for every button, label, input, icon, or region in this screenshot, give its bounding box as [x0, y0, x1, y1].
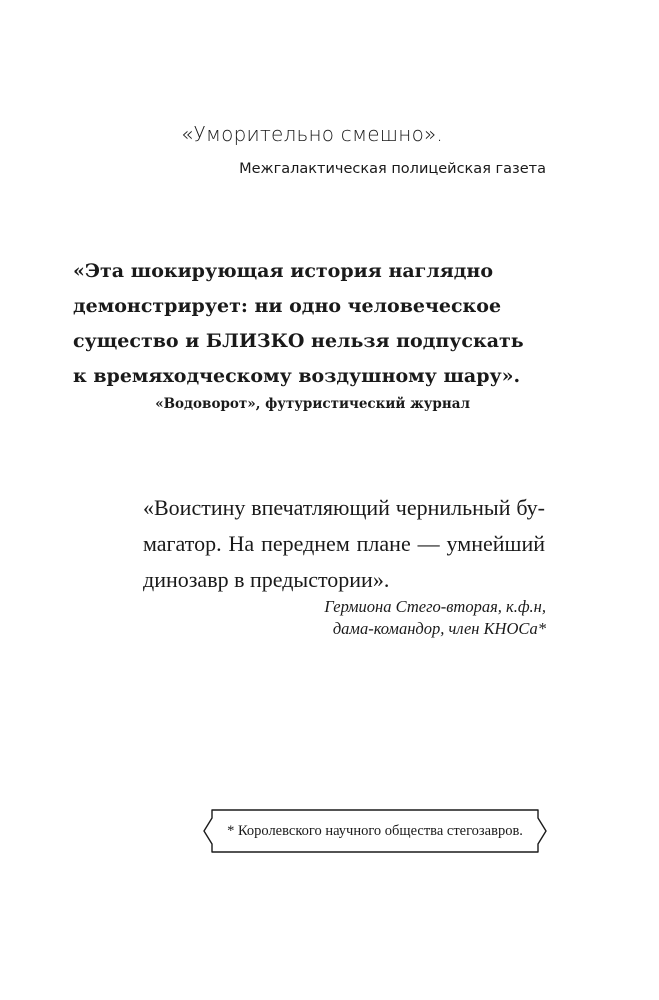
quote-3-source-line: Гермиона Стего-вторая, к.ф.н, [324, 597, 546, 616]
quote-3-line: динозавр в предыстории». [143, 567, 390, 592]
quote-1-text: «Уморительно смешно». [181, 122, 443, 146]
quote-3-line: «Воистину впечатляющий чернильный бу- [143, 495, 545, 520]
quote-3-text [143, 490, 545, 598]
quote-3-source-line: дама-командор, член КНОСа* [332, 619, 546, 638]
quote-3-source [324, 596, 546, 640]
quote-2-line: демонстрирует: ни одно человеческое [73, 295, 502, 317]
footnote-box [202, 808, 548, 854]
footnote-text: * Королевского научного общества стегозавров. [227, 823, 523, 839]
quote-3-line: магатор. На переднем плане — умнейший [143, 531, 545, 556]
quote-2-source: «Водоворот», футуристический журнал [155, 396, 470, 412]
quote-2-line: к времяходческому воздушному шару». [73, 365, 521, 387]
quote-2-text [73, 254, 524, 394]
quote-2-line: «Эта шокирующая история наглядно [73, 260, 493, 282]
quote-2-line: существо и БЛИЗКО нельзя подпускать [73, 330, 524, 352]
quote-1-source: Межгалактическая полицейская газета [239, 161, 546, 177]
